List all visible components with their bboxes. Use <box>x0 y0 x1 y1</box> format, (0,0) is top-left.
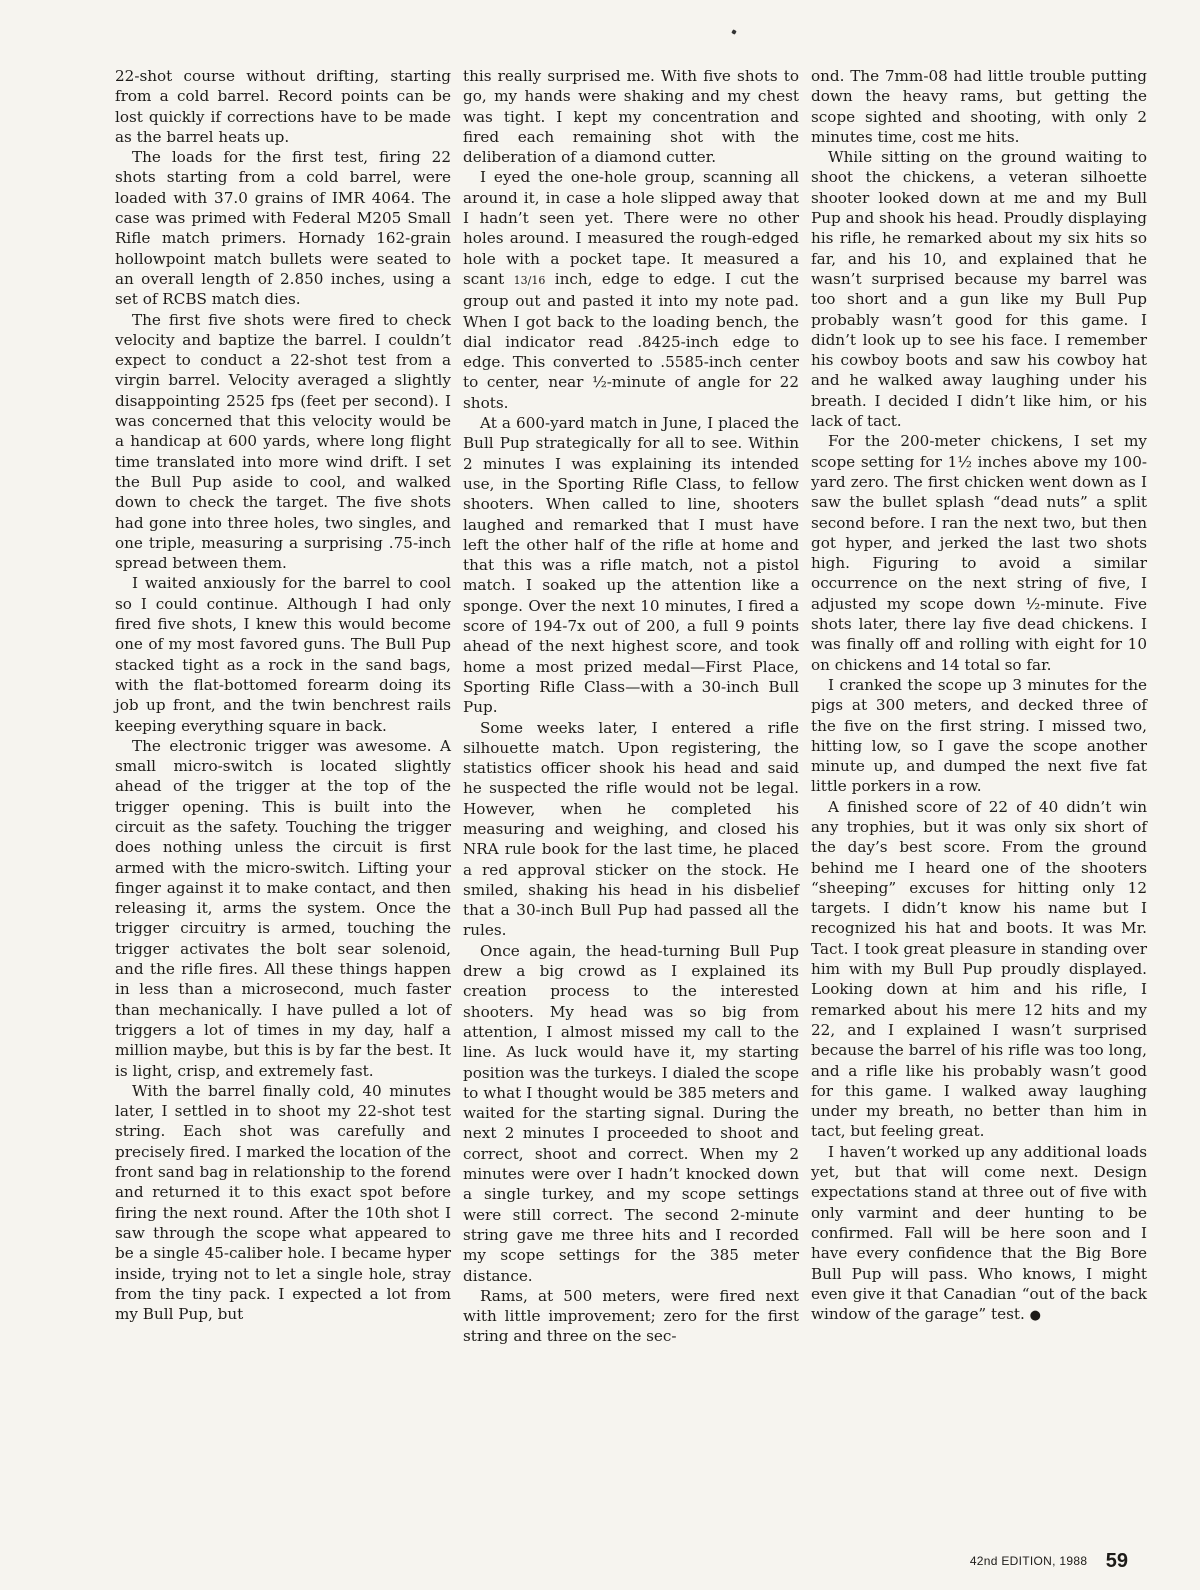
paragraph <box>811 1142 1147 1327</box>
paragraph: The electronic trigger was awesome. A small micro-switch is located slightly ahead of the trigger at the top of the trigger opening. This is built into the circuit as the safety. Touching the trigger does nothing unless the circuit is first armed with the micro-switch. Lifting your finger against it to make contact, and then releasing it, arms the system. Once the trigger circuitry is armed, touching the trigger activates the bolt sear solenoid, and the rifle fires. All these things happen in less than a microsecond, much faster than mechanically. I have pulled a lot of triggers a lot of times in my day, half a million maybe, but this is by far the best. It is light, crisp, and extremely fast. <box>115 736 451 1080</box>
edition-label: 42nd EDITION, 1988 <box>969 1554 1088 1568</box>
article-column-1 <box>115 66 451 1324</box>
paragraph-text: I eyed the one-hole group, scanning all around it, in case a hole slipped away that I hadn’t seen yet. There were no other holes around. I measured the rough-edged hole with a pocket tape. It measured a scant <box>463 168 799 288</box>
article-column-3 <box>811 66 1147 1326</box>
paragraph: With the barrel finally cold, 40 minutes later, I settled in to shoot my 22-shot test string. Each shot was carefully and precisely fired. I marked the location of the front sand bag in relationship to the forend and returned it to this exact spot before firing the next round. After the 10th shot I saw through the scope what appeared to be a single 45-caliber hole. I became hyper inside, trying not to let a single hole, stray from the tiny pack. I expected a lot from my Bull Pup, but <box>115 1081 451 1324</box>
paragraph: Rams, at 500 meters, were fired next with little improvement; zero for the first string and three on the sec- <box>463 1286 799 1346</box>
page-number: 59 <box>1105 1550 1128 1572</box>
end-mark-icon: ● <box>1029 1308 1042 1324</box>
paragraph: At a 600-yard match in June, I placed the Bull Pup strategically for all to see. Within 2 minutes I was explaining its intended use, in the Sporting Rifle Class, to fellow shooters. When called to line, shooters laughed and remarked that I must have left the other half of the rifle at home and that this was a rifle match, not a pistol match. I soaked up the attention like a sponge. Over the next 10 minutes, I fired a score of 194-7x out of 200, a full 9 points ahead of the next highest score, and took home a most prized medal—First Place, Sporting Rifle Class—with a 30-inch Bull Pup. <box>463 414 799 717</box>
paragraph-text: inch, edge to edge. I cut the group out and pasted it into my note pad. When I got back to the loading bench, the dial indicator read .8425-inch edge to edge. This converted to .5585-inch center to center, near ½-minute of angle for 22 shots. <box>463 269 799 412</box>
page-footer <box>970 1550 1128 1573</box>
paragraph: this really surprised me. With five shots to go, my hands were shaking and my chest was tight. I kept my concentration and fired each remaining shot with the deliberation of a diamond cutter. <box>463 67 799 167</box>
fraction: 13/16 <box>513 273 546 287</box>
paragraph: Once again, the head-turning Bull Pup drew a big crowd as I explained its creation process to the interested shooters. My head was so big from attention, I almost missed my call to the line. As luck would have it, my starting position was the turkeys. I dialed the scope to what I thought would be 385 meters and waited for the starting signal. During the next 2 minutes I proceeded to shoot and correct, shoot and correct. When my 2 minutes were over I hadn’t knocked down a single turkey, and my scope settings were still correct. The second 2-minute string gave me three hits and I recorded my scope settings for the 385 meter distance. <box>463 941 799 1285</box>
paragraph: I waited anxiously for the barrel to cool so I could continue. Although I had only fired five shots, I knew this would become one of my most favored guns. The Bull Pup stacked tight as a rock in the sand bags, with the flat-bottomed forearm doing its job up front, and the twin benchrest rails keeping everything square in back. <box>115 574 451 735</box>
paragraph: While sitting on the ground waiting to shoot the chickens, a veteran silhoette shooter looked down at me and my Bull Pup and shook his head. Proudly displaying his rifle, he remarked about my six hits so far, and his 10, and explained that he wasn’t surprised because my barrel was too short and a gun like my Bull Pup probably wasn’t good for this game. I didn’t look up to see his face. I remember his cowboy boots and saw his cowboy hat and he walked away laughing under his breath. I decided I didn’t like him, or his lack of tact. <box>811 148 1147 431</box>
paragraph: The first five shots were fired to check velocity and baptize the barrel. I couldn’t expect to conduct a 22-shot test from a virgin barrel. Velocity averaged a slightly disappointing 2525 fps (feet per second). I was concerned that this velocity would be a handicap at 600 yards, where long flight time translated into more wind drift. I set the Bull Pup aside to cool, and walked down to check the target. The five shots had gone into three holes, two singles, and one triple, measuring a surprising .75-inch spread between them. <box>115 310 451 573</box>
paragraph-text: I haven’t worked up any additional loads yet, but that will come next. Design expectations stand at three out of five with only varmint and deer hunting to be confirmed. Fall will be here soon and I have every confidence that the Big Bore Bull Pup will pass. Who knows, I might even give it that Canadian “out of the back window of the garage” test. <box>811 1142 1147 1324</box>
paragraph <box>463 167 799 413</box>
article-column-2 <box>463 66 799 1347</box>
paragraph: For the 200-meter chickens, I set my scope setting for 1½ inches above my 100-yard zero. The first chicken went down as I saw the bullet splash “dead nuts” a split second before. I ran the next two, but then got hyper, and jerked the last two shots high. Figuring to avoid a similar occurrence on the next string of five, I adjusted my scope down ½-minute. Five shots later, there lay five dead chickens. I was finally off and rolling with eight for 10 on chickens and 14 total so far. <box>811 432 1147 674</box>
paragraph: Some weeks later, I entered a rifle silhouette match. Upon registering, the statistics officer shook his head and said he suspected the rifle would not be legal. However, when he completed his measuring and weighing, and closed his NRA rule book for the last time, he placed a red approval sticker on the stock. He smiled, shaking his head in his disbelief that a 30-inch Bull Pup had passed all the rules. <box>463 718 799 940</box>
paragraph: A finished score of 22 of 40 didn’t win any trophies, but it was only six short of the day’s best score. From the ground behind me I heard one of the shooters “sheeping” excuses for hitting only 12 targets. I didn’t know his name but I recognized his hat and boots. It was Mr. Tact. I took great pleasure in standing over him with my Bull Pup proudly displayed. Looking down at him and his rifle, I remarked about his mere 12 hits and my 22, and I explained I wasn’t surprised because the barrel of his rifle was too long, and a rifle like his probably wasn’t good for this game. I walked away laughing under my breath, no better than him in tact, but feeling great. <box>811 797 1147 1141</box>
print-speck <box>731 29 736 34</box>
paragraph: The loads for the first test, firing 22 shots starting from a cold barrel, were loaded with 37.0 grains of IMR 4064. The case was primed with Federal M205 Small Rifle match primers. Hornady 162-grain hollowpoint match bullets were seated to an overall length of 2.850 inches, using a set of RCBS match dies. <box>115 148 451 309</box>
paragraph: I cranked the scope up 3 minutes for the pigs at 300 meters, and decked three of the five on the first string. I missed two, hitting low, so I gave the scope another minute up, and dumped the next five fat little porkers in a row. <box>811 675 1147 796</box>
paragraph: ond. The 7mm-08 had little trouble putting down the heavy rams, but getting the scope sighted and shooting, with only 2 minutes time, cost me hits. <box>811 67 1147 146</box>
paragraph: 22-shot course without drifting, starting from a cold barrel. Record points can be lost quickly if corrections have to be made as the barrel heats up. <box>115 67 451 146</box>
